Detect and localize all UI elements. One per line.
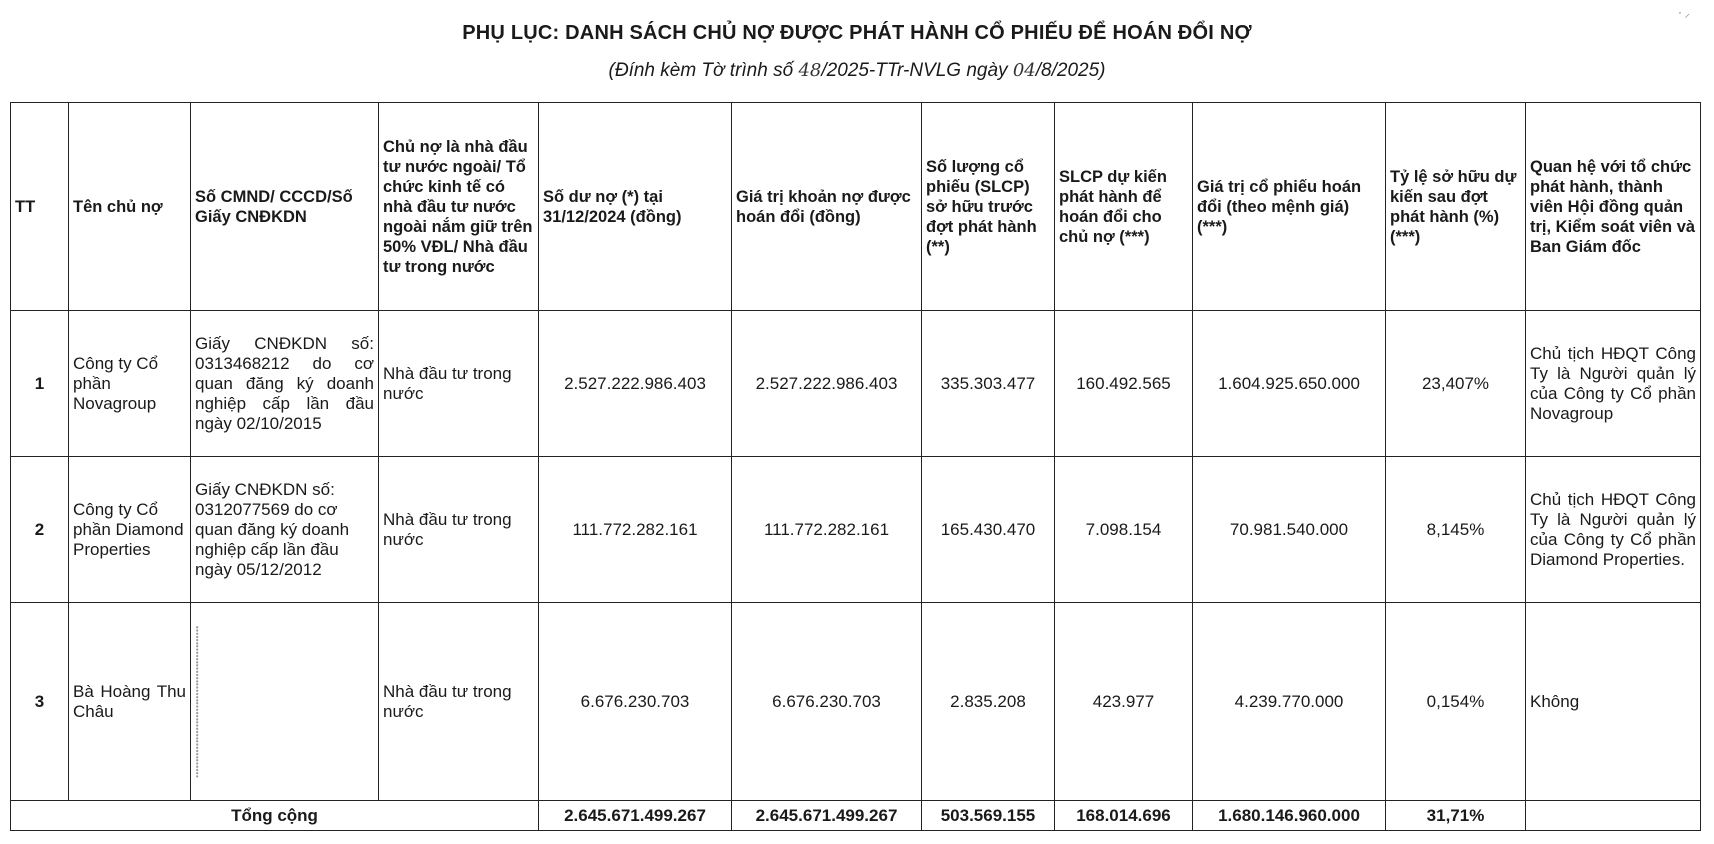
subtitle-suffix: /8/2025) bbox=[1035, 60, 1106, 81]
col-shares-before: Số lượng cổ phiếu (SLCP) sở hữu trước đợt phát hành (**) bbox=[922, 103, 1055, 311]
row-name: Bà Hoàng Thu Châu bbox=[69, 603, 191, 801]
col-tt: TT bbox=[11, 103, 69, 311]
col-type: Chủ nợ là nhà đầu tư nước ngoài/ Tổ chức kinh tế có nhà đầu tư nước ngoài nắm giữ trên 50% VĐL/ Nhà đầu tư trong nước bbox=[379, 103, 539, 311]
row-relation: Chủ tịch HĐQT Công Ty là Người quản lý của Công ty Cổ phần Novagroup bbox=[1526, 311, 1701, 457]
row-tt: 1 bbox=[11, 311, 69, 457]
row-tt: 3 bbox=[11, 603, 69, 801]
total-row bbox=[11, 801, 1701, 831]
table-row bbox=[11, 311, 1701, 457]
row-type: Nhà đầu tư trong nước bbox=[379, 457, 539, 603]
total-ratio: 31,71% bbox=[1386, 801, 1526, 831]
row-converted: 6.676.230.703 bbox=[732, 603, 922, 801]
row-ratio: 23,407% bbox=[1386, 311, 1526, 457]
doc-number: 48 bbox=[798, 60, 822, 81]
col-name: Tên chủ nợ bbox=[69, 103, 191, 311]
row-shares-before: 335.303.477 bbox=[922, 311, 1055, 457]
row-type: Nhà đầu tư trong nước bbox=[379, 603, 539, 801]
col-id: Số CMND/ CCCD/Số Giấy CNĐKDN bbox=[191, 103, 379, 311]
row-debt: 6.676.230.703 bbox=[539, 603, 732, 801]
row-ratio: 0,154% bbox=[1386, 603, 1526, 801]
row-shares-new: 160.492.565 bbox=[1055, 311, 1193, 457]
row-type: Nhà đầu tư trong nước bbox=[379, 311, 539, 457]
total-share-value: 1.680.146.960.000 bbox=[1193, 801, 1386, 831]
col-share-value: Giá trị cổ phiếu hoán đổi (theo mệnh giá) (***) bbox=[1193, 103, 1386, 311]
row-shares-before: 2.835.208 bbox=[922, 603, 1055, 801]
creditor-table bbox=[10, 102, 1701, 831]
row-shares-before: 165.430.470 bbox=[922, 457, 1055, 603]
row-ratio: 8,145% bbox=[1386, 457, 1526, 603]
header-row bbox=[11, 103, 1701, 311]
row-debt: 2.527.222.986.403 bbox=[539, 311, 732, 457]
row-relation: Không bbox=[1526, 603, 1701, 801]
row-share-value: 70.981.540.000 bbox=[1193, 457, 1386, 603]
row-id-redacted bbox=[191, 603, 379, 801]
row-name: Công ty Cổ phần Novagroup bbox=[69, 311, 191, 457]
total-converted: 2.645.671.499.267 bbox=[732, 801, 922, 831]
doc-day: 04 bbox=[1012, 60, 1036, 81]
row-shares-new: 423.977 bbox=[1055, 603, 1193, 801]
total-debt: 2.645.671.499.267 bbox=[539, 801, 732, 831]
table-row bbox=[11, 603, 1701, 801]
redaction-marks: ⸽ ⸽ ⸽ ⸽ ⸽ ⸽ ⸽ ⸽ bbox=[195, 625, 200, 778]
col-debt: Số dư nợ (*) tại 31/12/2024 (đồng) bbox=[539, 103, 732, 311]
col-converted: Giá trị khoản nợ được hoán đổi (đồng) bbox=[732, 103, 922, 311]
subtitle-middle: /2025-TTr-NVLG ngày bbox=[821, 60, 1013, 81]
row-id: Giấy CNĐKDN số: 0313468212 do cơ quan đăng ký doanh nghiệp cấp lần đầu ngày 02/10/2015 bbox=[191, 311, 379, 457]
page-title: PHỤ LỤC: DANH SÁCH CHỦ NỢ ĐƯỢC PHÁT HÀNH CỔ PHIẾU ĐỂ HOÁN ĐỔI NỢ bbox=[462, 22, 1252, 44]
row-name: Công ty Cổ phần Diamond Properties bbox=[69, 457, 191, 603]
row-converted: 2.527.222.986.403 bbox=[732, 311, 922, 457]
col-ratio: Tỷ lệ sở hữu dự kiến sau đợt phát hành (%) (***) bbox=[1386, 103, 1526, 311]
row-shares-new: 7.098.154 bbox=[1055, 457, 1193, 603]
col-shares-new: SLCP dự kiến phát hành để hoán đổi cho chủ nợ (***) bbox=[1055, 103, 1193, 311]
total-shares-new: 168.014.696 bbox=[1055, 801, 1193, 831]
row-id: Giấy CNĐKDN số: 0312077569 do cơ quan đăng ký doanh nghiệp cấp lần đầu ngày 05/12/2012 bbox=[191, 457, 379, 603]
row-relation: Chủ tịch HĐQT Công Ty là Người quản lý của Công ty Cổ phần Diamond Properties. bbox=[1526, 457, 1701, 603]
row-tt: 2 bbox=[11, 457, 69, 603]
total-shares-before: 503.569.155 bbox=[922, 801, 1055, 831]
row-debt: 111.772.282.161 bbox=[539, 457, 732, 603]
scan-mark: ⸱ ⸝ bbox=[1678, 8, 1690, 20]
table-row bbox=[11, 457, 1701, 603]
page-subtitle bbox=[0, 60, 1714, 82]
total-relation-empty bbox=[1526, 801, 1701, 831]
row-share-value: 4.239.770.000 bbox=[1193, 603, 1386, 801]
row-converted: 111.772.282.161 bbox=[732, 457, 922, 603]
total-label: Tổng cộng bbox=[11, 801, 539, 831]
row-share-value: 1.604.925.650.000 bbox=[1193, 311, 1386, 457]
subtitle-prefix: (Đính kèm Tờ trình số bbox=[608, 60, 799, 81]
col-relation: Quan hệ với tổ chức phát hành, thành viên Hội đồng quản trị, Kiểm soát viên và Ban Giám đốc bbox=[1526, 103, 1701, 311]
